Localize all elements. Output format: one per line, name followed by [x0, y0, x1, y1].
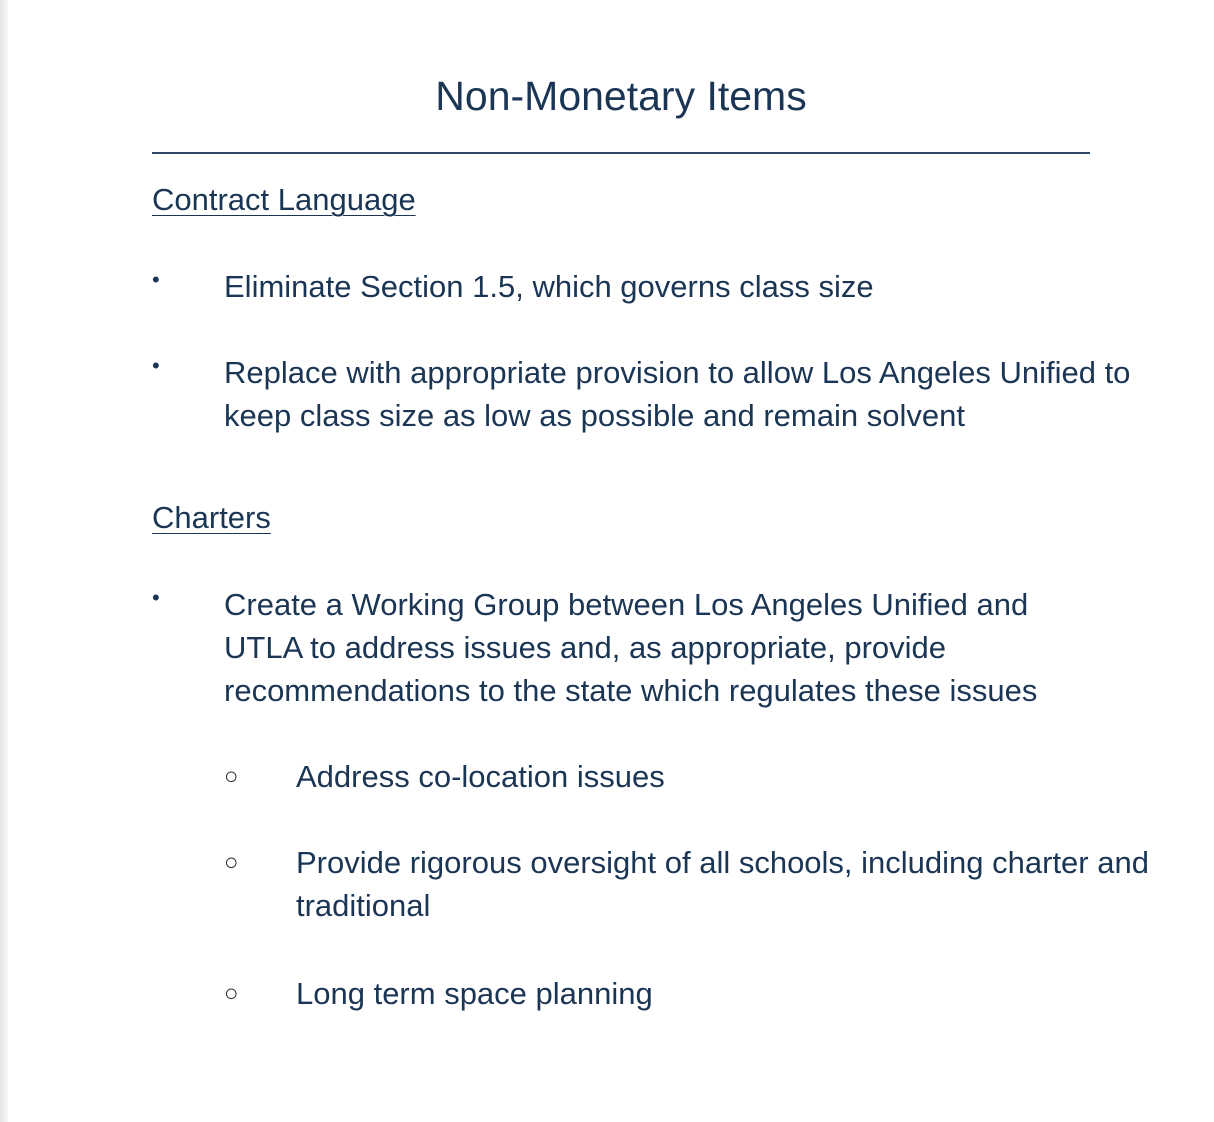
- sub-list-item: [224, 755, 1186, 798]
- list-item: [152, 583, 1104, 712]
- page-title: Non-Monetary Items: [435, 73, 807, 119]
- sub-list-item-text: Long term space planning: [296, 976, 653, 1011]
- circle-bullet-icon: ○: [224, 980, 239, 1007]
- circle-bullet-icon: ○: [224, 849, 239, 876]
- list-item-text: Create a Working Group between Los Angeles Unified and UTLA to address issues and, as appropriate, provide recommendations to the state which regulates these issues: [224, 587, 1038, 708]
- circle-bullet-icon: ○: [224, 763, 239, 790]
- bullet-icon: •: [152, 353, 160, 378]
- bullet-icon: •: [152, 267, 160, 292]
- bullet-icon: •: [152, 585, 160, 610]
- sub-list-item: [224, 972, 1186, 1015]
- page-left-edge: [0, 0, 8, 1122]
- sub-list-item-text: Address co-location issues: [296, 759, 665, 794]
- list-item-text: Eliminate Section 1.5, which governs class size: [224, 269, 874, 304]
- section-heading-contract-language: Contract Language: [152, 182, 416, 217]
- sub-list-item-text: Provide rigorous oversight of all schools, including charter and traditional: [296, 845, 1149, 923]
- list-item: [152, 351, 1184, 437]
- list-item: [152, 265, 1184, 308]
- section-heading-charters: Charters: [152, 500, 271, 535]
- list-item-text: Replace with appropriate provision to allow Los Angeles Unified to keep class size as low as possible and remain solvent: [224, 355, 1131, 433]
- title-divider: [152, 152, 1090, 154]
- sub-list-item: [224, 841, 1186, 927]
